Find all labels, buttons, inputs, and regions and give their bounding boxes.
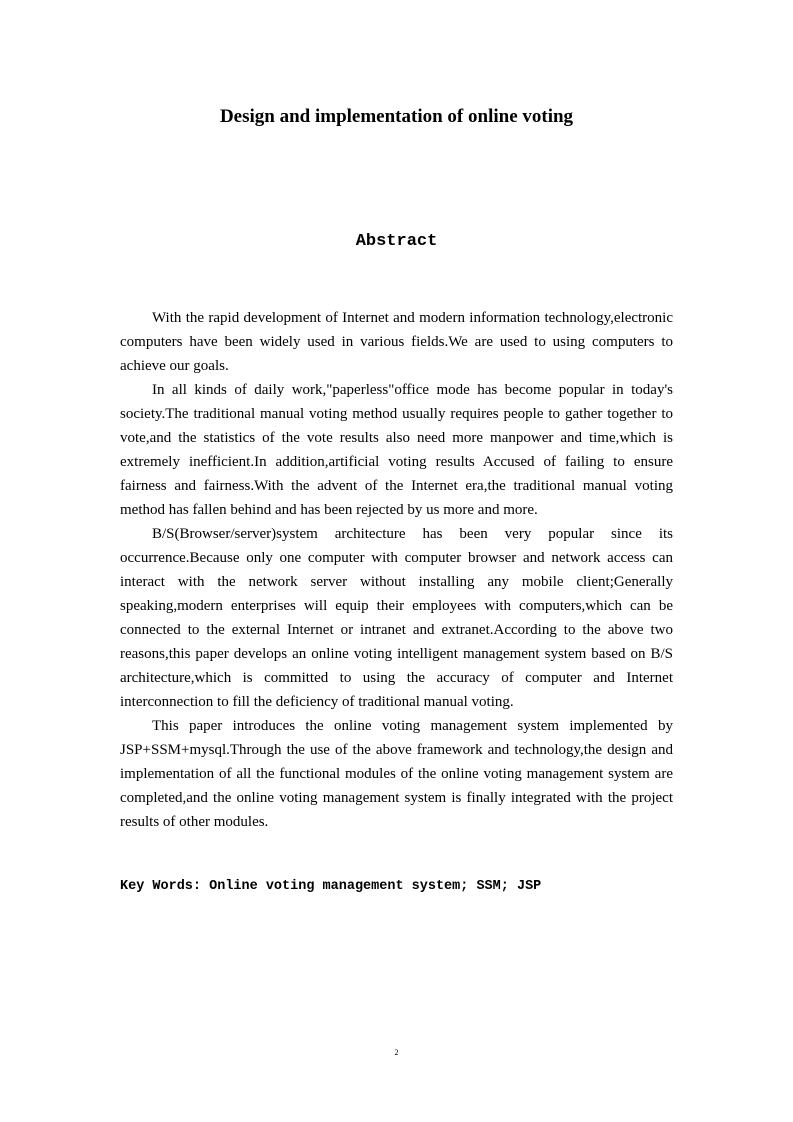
abstract-heading: Abstract: [355, 232, 438, 251]
page-number: 2: [394, 1048, 399, 1057]
paper-title: Design and implementation of online voting: [219, 106, 574, 127]
abstract-paragraph: With the rapid development of Internet and modern information technology,electronic computers have been widely used in various fields.We are used to using computers to achieve our goals.: [120, 310, 673, 374]
abstract-paragraph: In all kinds of daily work,"paperless"office mode has become popular in today's society.The traditional manual voting method usually requires people to gather together to vote,and the statistics of the vote results also need more manpower and time,which is extremely inefficient.In addition,artificial voting results Accused of failing to ensure fairness and fairness.With the advent of the Internet era,the traditional manual voting method has fallen behind and has been rejected by us more and more.: [120, 382, 673, 518]
abstract-body: [120, 306, 673, 834]
keywords-line: Key Words: Online voting management system; SSM; JSP: [120, 879, 542, 894]
abstract-paragraph: This paper introduces the online voting management system implemented by JSP+SSM+mysql.Through the use of the above framework and technology,the design and implementation of all the functional modules of the online voting management system are completed,and the online voting management system is finally integrated with the project results of other modules.: [120, 718, 673, 830]
abstract-paragraph: B/S(Browser/server)system architecture has been very popular since its occurrence.Because only one computer with computer browser and network access can interact with the network server without installing any mobile client;Generally speaking,modern enterprises will equip their employees with computers,which can be connected to the external Internet or intranet and extranet.According to the above two reasons,this paper develops an online voting intelligent management system based on B/S architecture,which is committed to using the accuracy of computer and Internet interconnection to fill the deficiency of traditional manual voting.: [120, 526, 673, 710]
